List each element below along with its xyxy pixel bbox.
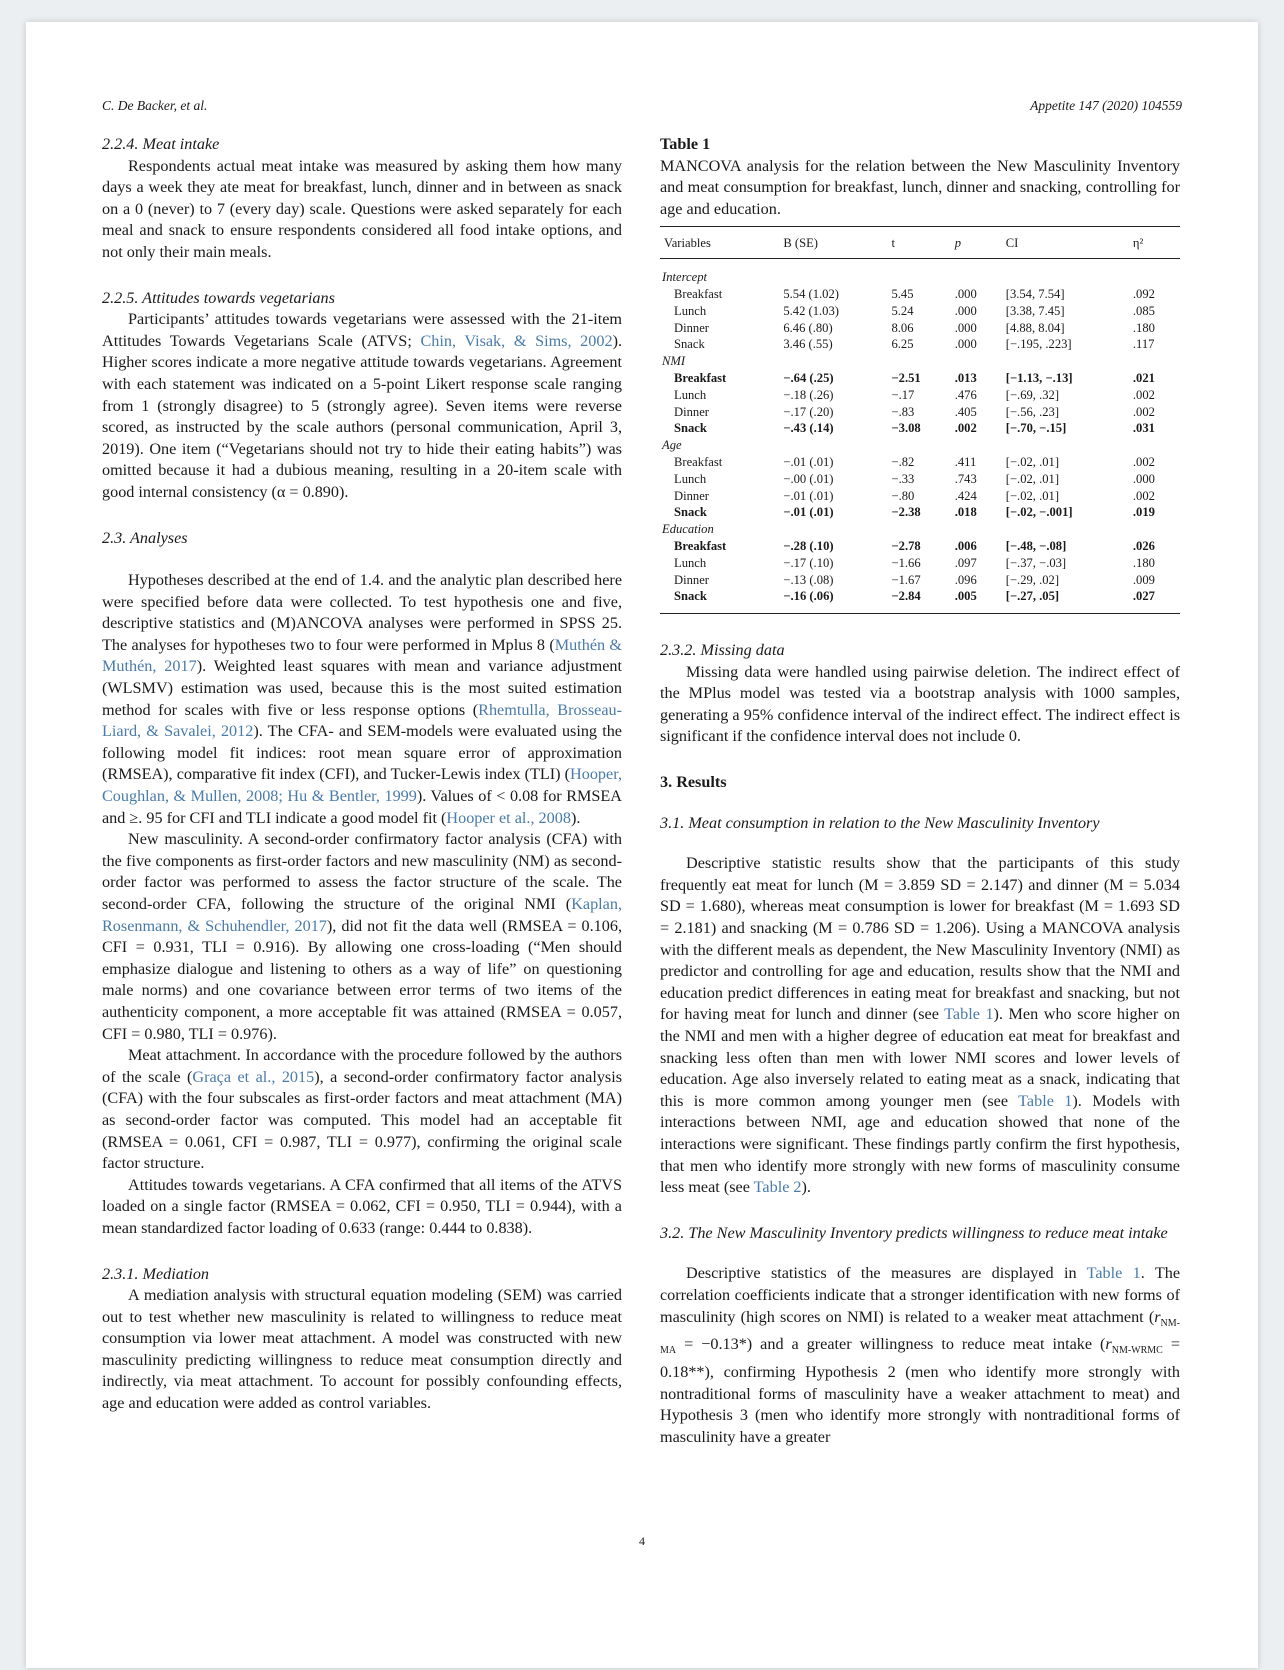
table-row [660,336,1180,353]
table-group-label: Intercept [662,270,707,285]
table-cell-variable: Breakfast [674,370,727,385]
citation-link[interactable]: Hooper et al., 2008 [446,808,571,827]
table-cell-ci: [−.02, .01] [1005,488,1060,503]
table-row [660,555,1180,572]
table-group-row [660,521,1180,538]
table-cell-b: −.01 (.01) [783,505,834,520]
table-cell-eta: .031 [1132,421,1155,436]
table-cell-variable: Snack [674,421,707,436]
table-cell-t: −.33 [891,471,915,486]
table-group-row [660,437,1180,454]
table-cell-b: −.28 (.10) [783,538,834,553]
section-2-3-para-1: Hypotheses described at the end of 1.4. and the analytic plan described here were specified before data were collected. To test hypothesis one and five, descriptive statistics and (M)ANCOVA analyses were performed in SPSS 25. The analyses for hypotheses two to four were performed in Mplus 8 (Muthén & Muthén, 2017). Weighted least squares with mean and variance adjustment (WLSMV) estimation was used, because this is the most suited estimation method for scales with five or less response options (Rhemtulla, Brosseau-Liard, & Savalei, 2012). The CFA- and SEM-models were evaluated using the following model fit indices: root mean square error of approximation (RMSEA), comparative fit index (CFI), and Tucker-Lewis index (TLI) (Hooper, Coughlan, & Mullen, 2008; Hu & Bentler, 1999). Values of < 0.08 for RMSEA and ≥. 95 for CFI and TLI indicate a good model fit (Hooper et al., 2008). [102,571,623,827]
table-cell-variable: Snack [674,337,705,352]
table-cell-t: −1.66 [891,555,921,570]
section-3-1-title: 3.1. Meat consumption in relation to the New Masculinity Inventory [660,813,1100,832]
table-cell-variable: Lunch [674,387,707,402]
table-cell-eta: .180 [1132,555,1155,570]
running-head-journal: Appetite 147 (2020) 104559 [1030,98,1182,113]
table-cell-p: .006 [954,538,977,553]
table-cell-ci: [−.70, −.15] [1005,421,1067,436]
table-ref-link[interactable]: Table 1 [1086,1264,1141,1283]
table-cell-variable: Snack [674,589,707,604]
table-cell-ci: [3.38, 7.45] [1005,303,1065,318]
table-row [660,471,1180,488]
col-header-t: t [887,227,950,259]
table-cell-p: .405 [954,404,977,419]
table-cell-b: 5.42 (1.03) [783,303,839,318]
table-cell-p: .013 [954,370,977,385]
right-column [660,134,1180,1449]
col-header-ci: CI [1002,227,1129,259]
table-cell-t: −2.38 [891,505,921,520]
col-header-eta: η² [1129,227,1180,259]
left-column [102,134,622,1415]
table-cell-variable: Lunch [674,555,707,570]
table-group-row [660,353,1180,370]
table-cell-t: −2.51 [891,370,921,385]
section-2-3-2-text: Missing data were handled using pairwise deletion. The indirect effect of the MPlus model was tested via a bootstrap analysis with 1000 samples, generating a 95% confidence interval of the indirect effect. The indirect effect is significant if the confidence interval does not include 0. [660,662,1180,746]
section-3-title: 3. Results [660,773,727,792]
table-cell-eta: .000 [1132,471,1155,486]
table-cell-t: 8.06 [891,320,914,335]
table-cell-t: −.83 [891,404,915,419]
table-cell-eta: .002 [1132,454,1155,469]
table-row [660,488,1180,505]
citation-link[interactable]: Hooper, Coughlan, & Mullen, 2008; Hu & Bentler, 1999 [102,765,622,806]
table-cell-eta: .002 [1132,488,1155,503]
table-cell-p: .000 [954,320,977,335]
table-cell-eta: .002 [1132,404,1155,419]
citation-link[interactable]: Rhemtulla, Brosseau-Liard, & Savalei, 2012 [102,700,623,741]
table-cell-b: 6.46 (.80) [783,320,833,335]
table-cell-ci: [−.02, .01] [1005,454,1060,469]
table-cell-ci: [−.69, .32] [1005,387,1060,402]
table-cell-ci: [−.48, −.08] [1005,538,1067,553]
table-cell-t: −3.08 [891,421,921,436]
table-row [660,404,1180,421]
table-row [660,454,1180,471]
table-row [660,303,1180,320]
table-cell-eta: .027 [1132,589,1155,604]
table-cell-ci: [−1.13, −.13] [1005,370,1073,385]
table-cell-eta: .019 [1132,505,1155,520]
table-cell-ci: [3.54, 7.54] [1005,286,1065,301]
table-cell-p: .096 [954,572,977,587]
table-ref-link[interactable]: Table 1 [944,1005,994,1024]
table-cell-ci: [−.56, .23] [1005,404,1060,419]
table-cell-b: −.18 (.26) [783,387,834,402]
table-cell-variable: Lunch [674,303,707,318]
table-cell-variable: Breakfast [674,286,723,301]
table-row [660,286,1180,303]
section-2-3-title: 2.3. Analyses [102,528,188,547]
table-cell-ci: [−.195, .223] [1005,337,1072,352]
table-cell-t: −.80 [891,488,915,503]
table-cell-eta: .021 [1132,370,1155,385]
table-caption-text: MANCOVA analysis for the relation between the New Masculinity Inventory and meat consumption for breakfast, lunch, dinner and snacking, controlling for age and education. [660,156,1180,218]
table-cell-eta: .026 [1132,538,1155,553]
table-cell-t: −.82 [891,454,915,469]
table-group-row [660,259,1180,286]
section-2-2-4-text: Respondents actual meat intake was measured by asking them how many days a week they ate meat for breakfast, lunch, dinner and in between as snack on a 0 (never) to 7 (every day) scale. Questions were asked separately for each meal and snack to ensure respondents considered all food intake options, and not only their main meals. [102,156,622,261]
table-group-label: Age [662,438,682,453]
table-caption [660,134,1180,220]
table-cell-t: −2.84 [891,589,921,604]
table-cell-t: −.17 [891,387,915,402]
table-cell-variable: Dinner [674,488,709,503]
table-row [660,538,1180,555]
table-cell-p: .000 [954,337,977,352]
page-number: 4 [639,1534,645,1548]
running-head-authors: C. De Backer, et al. [102,98,208,113]
table-cell-p: .018 [954,505,977,520]
table-cell-b: −.13 (.08) [783,572,834,587]
section-2-3-1-title: 2.3.1. Mediation [102,1264,210,1283]
table-cell-b: 3.46 (.55) [783,337,833,352]
table-row [660,387,1180,404]
table-cell-p: .000 [954,286,977,301]
table-cell-p: .002 [954,421,977,436]
citation-link[interactable]: Chin, Visak, & Sims, 2002 [420,331,613,350]
paper-page [26,22,1258,1668]
table-cell-ci: [4.88, 8.04] [1005,320,1065,335]
col-header-p: p [951,227,1002,259]
citation-link[interactable]: Muthén & Muthén, 2017 [102,635,622,676]
citation-link[interactable]: Kaplan, Rosenmann, & Schuhendler, 2017 [102,895,622,935]
section-2-2-5-title: 2.2.5. Attitudes towards vegetarians [102,288,335,307]
table-cell-eta: .009 [1132,572,1155,587]
section-2-2-4-title: 2.2.4. Meat intake [102,135,220,153]
table-cell-variable: Dinner [674,572,709,587]
table-cell-b: −.43 (.14) [783,421,834,436]
table-cell-b: −.17 (.20) [783,404,834,419]
table-cell-ci: [−.37, −.03] [1005,555,1067,570]
table-cell-t: −2.78 [891,538,921,553]
table-group-label: Education [662,522,714,537]
table-cell-p: .743 [954,471,977,486]
section-2-3-para-2: New masculinity. A second-order confirmatory factor analysis (CFA) with the five components as first-order factors and new masculinity (NM) as second-order factor was performed to assess the factor structure of the scale. The second-order CFA, following the structure of the original NMI (Kaplan, Rosenmann, & Schuhendler, 2017), did not fit the data well (RMSEA = 0.106, CFI = 0.931, TLI = 0.916). By allowing one cross-loading (“Men should emphasize dialogue and listening to others as a way of life” on questioning male norms) and one covariance between error terms of two items of the authenticity component, a more acceptable fit was attained (RMSEA = 0.057, CFI = 0.980, TLI = 0.976). [102,830,622,1043]
table-cell-eta: .002 [1132,387,1155,402]
table-cell-p: .097 [954,555,977,570]
table-header-row [660,227,1180,259]
table-label: Table 1 [660,135,711,153]
section-2-3-para-3: Meat attachment. In accordance with the procedure followed by the authors of the scale (Graça et al., 2015), a second-order confirmatory factor analysis (CFA) with the four subscales as first-order factors and meat attachment (MA) as second-order factor was computed. This model had an acceptable fit (RMSEA = 0.061, CFI = 0.987, TLI = 0.977), confirming the original scale factor structure. [102,1046,623,1173]
mancova-table [660,226,1180,614]
table-cell-b: −.17 (.10) [783,555,834,570]
section-2-3-para-4: Attitudes towards vegetarians. A CFA confirmed that all items of the ATVS loaded on a single factor (RMSEA = 0.062, CFI = 0.950, TLI = 0.944), with a mean standardized factor loading of 0.633 (range: 0.444 to 0.838). [102,1175,622,1237]
table-cell-b: −.16 (.06) [783,589,834,604]
table-cell-p: .411 [954,454,977,469]
table-cell-eta: .085 [1132,303,1155,318]
table-group-label: NMI [662,354,686,369]
table-cell-p: .000 [954,303,977,318]
col-header-variables: Variables [660,227,779,259]
table-cell-variable: Lunch [674,471,707,486]
table-ref-link[interactable]: Table 2 [753,1178,802,1197]
col-header-b-se: B (SE) [779,227,887,259]
table-row [660,420,1180,437]
table-cell-variable: Breakfast [674,454,723,469]
table-cell-variable: Dinner [674,320,709,335]
section-2-2-5-text: Participants’ attitudes towards vegetarians were assessed with the 21-item Attitudes Towards Vegetarians Scale (ATVS; Chin, Visak, & Sims, 2002). Higher scores indicate a more negative attitude towards vegetarians. Agreement with each statement was indicated on a 5-point Likert response scale ranging from 1 (strongly disagree) to 5 (strongly agree). Seven items were reverse scored, as instructed by the scale authors (personal communication, April 3, 2019). One item (“Vegetarians should not try to hide their eating habits”) was omitted because it had a dubious meaning, resulting in a 20-item scale with good internal consistency (α = 0.890). [102,310,622,501]
table-cell-b: −.01 (.01) [783,454,834,469]
table-cell-b: −.00 (.01) [783,471,834,486]
section-3-2-text: Descriptive statistics of the measures are displayed in Table 1. The correlation coefficients indicate that a stronger identification with new forms of masculinity (high scores on NMI) is related to a weaker meat attachment $(r_{NM-MA} = -0.13*)$ and a greater willingness to reduce meat intake $(r_{NM-WRMC} = 0.18**)$, confirming Hypothesis 2 (men who identify more strongly with nontraditional forms of masculinity have a weaker attachment to meat) and Hypothesis 3 (men who identify more strongly with nontraditional forms of masculinity have a greater [660,1264,1181,1446]
table-row [660,588,1180,613]
table-row [660,504,1180,521]
table-cell-eta: .180 [1132,320,1155,335]
table-cell-ci: [−.29, .02] [1005,572,1060,587]
section-3-1-text: Descriptive statistic results show that the participants of this study frequently eat meat for lunch (M = 3.859 SD = 2.147) and dinner (M = 5.034 SD = 1.680), whereas meat consumption is lower for breakfast (M = 1.693 SD = 2.181) and snacking (M = 0.786 SD = 1.206). Using a MANCOVA analysis with the different meals as dependent, the New Masculinity Inventory (NMI) as predictor and controlling for age and education, results show that the NMI and education predict differences in eating meat for breakfast and snacking, but not for having meat for lunch and dinner (see Table 1). Men who score higher on the NMI and men with a higher degree of education eat meat for breakfast and snacking less often than men with lower NMI scores and lower levels of education. Age also inversely related to eating meat as a snack, indicating that this is more common among younger men (see Table 1). Models with interactions between NMI, age and education showed that none of the interactions were significant. These findings partly confirm the first hypothesis, that men who identify more strongly with new forms of masculinity consume less meat (see Table 2). [660,854,1181,1197]
table-cell-b: −.01 (.01) [783,488,834,503]
table-cell-eta: .092 [1132,286,1155,301]
table-cell-eta: .117 [1132,337,1155,352]
table-row [660,370,1180,387]
table-cell-t: −1.67 [891,572,921,587]
table-cell-variable: Snack [674,505,707,520]
table-cell-variable: Dinner [674,404,709,419]
table-cell-t: 6.25 [891,337,914,352]
table-cell-ci: [−.02, −.001] [1005,505,1073,520]
table-cell-ci: [−.27, .05] [1005,589,1060,604]
table-cell-ci: [−.02, .01] [1005,471,1060,486]
table-cell-p: .424 [954,488,977,503]
table-body [660,259,1180,614]
table-cell-t: 5.45 [891,286,914,301]
table-cell-t: 5.24 [891,303,914,318]
table-ref-link[interactable]: Table 1 [1018,1091,1073,1110]
table-row [660,320,1180,337]
section-2-3-2-title: 2.3.2. Missing data [660,641,785,660]
table-cell-p: .005 [954,589,977,604]
table-cell-variable: Breakfast [674,538,727,553]
section-3-2-title: 3.2. The New Masculinity Inventory predicts willingness to reduce meat intake [660,1223,1168,1242]
table-cell-p: .476 [954,387,977,402]
section-2-3-1-text: A mediation analysis with structural equation modeling (SEM) was carried out to test whether new masculinity is related to willingness to reduce meat consumption via lower meat attachment. A model was constructed with new masculinity predicting willingness to reduce meat consumption directly and indirectly, via meat attachment. To account for possibly confounding effects, age and education were added as control variables. [102,1286,622,1413]
table-cell-b: −.64 (.25) [783,370,834,385]
citation-link[interactable]: Graça et al., 2015 [192,1067,315,1086]
table-row [660,572,1180,589]
table-cell-b: 5.54 (1.02) [783,286,839,301]
